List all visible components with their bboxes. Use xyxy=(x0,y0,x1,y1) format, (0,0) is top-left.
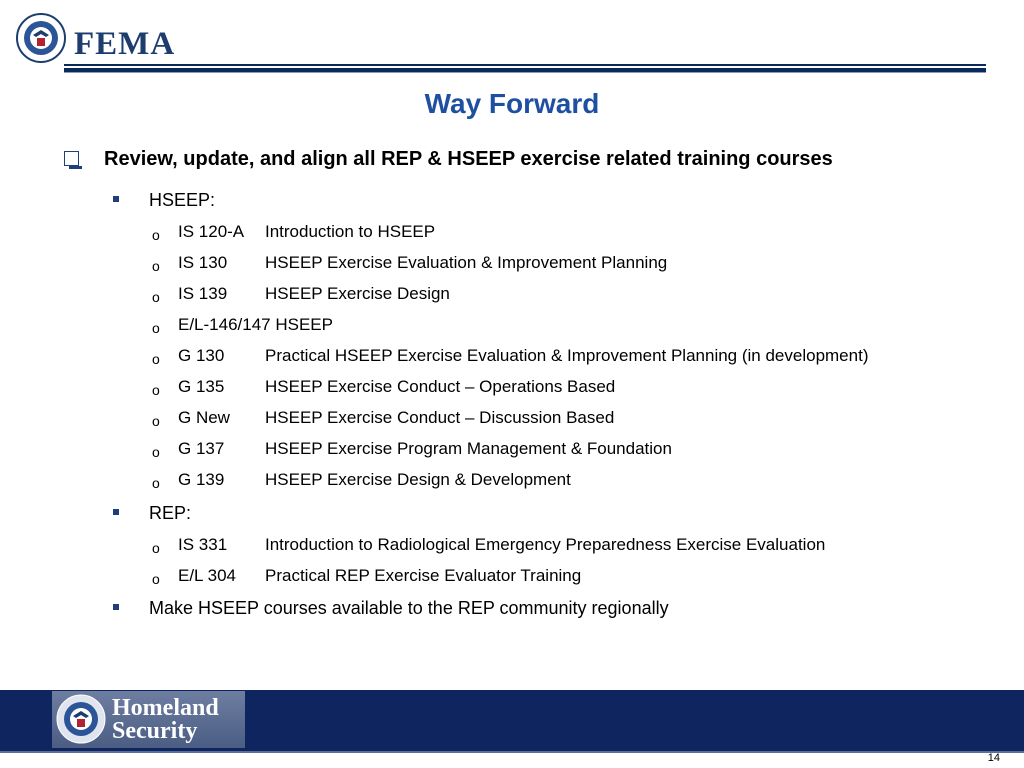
square-bullet-icon xyxy=(113,509,119,515)
logo-line-1: Homeland xyxy=(112,695,219,721)
course-title: Introduction to Radiological Emergency Preparedness Exercise Evaluation xyxy=(265,535,826,554)
circle-bullet-icon: o xyxy=(152,227,160,243)
course-title: HSEEP Exercise Evaluation & Improvement Planning xyxy=(265,253,668,272)
header-rule-thick xyxy=(64,68,986,73)
circle-bullet-icon: o xyxy=(152,475,160,491)
homeland-security-logo-text xyxy=(112,697,219,743)
square-bullet-icon xyxy=(113,604,119,610)
header-rule xyxy=(64,64,986,66)
main-bullet-text: Review, update, and align all REP & HSEEP exercise related training courses xyxy=(104,148,833,170)
circle-bullet-icon: o xyxy=(152,351,160,367)
course-title: Practical REP Exercise Evaluator Training xyxy=(265,566,582,585)
course-code: G 135 xyxy=(178,377,225,396)
circle-bullet-icon: o xyxy=(152,258,160,274)
circle-bullet-icon: o xyxy=(152,571,160,587)
dhs-seal-icon xyxy=(56,694,106,744)
course-title: HSEEP Exercise Conduct – Discussion Based xyxy=(265,408,615,427)
course-title: HSEEP Exercise Conduct – Operations Based xyxy=(265,377,616,396)
course-title: Introduction to HSEEP xyxy=(265,222,436,241)
course-code: IS 331 xyxy=(178,535,228,554)
course-code: G 139 xyxy=(178,470,225,489)
course-code: IS 120-A xyxy=(178,222,245,241)
course-code: IS 130 xyxy=(178,253,228,272)
circle-bullet-icon: o xyxy=(152,382,160,398)
course-code: G 137 xyxy=(178,439,225,458)
circle-bullet-icon: o xyxy=(152,444,160,460)
logo-line-2: Security xyxy=(112,718,198,744)
course-code: G New xyxy=(178,408,230,427)
section-label: HSEEP: xyxy=(149,190,216,210)
course-code: E/L-146/147 HSEEP xyxy=(178,315,333,334)
course-code: IS 139 xyxy=(178,284,228,303)
course-title: HSEEP Exercise Design & Development xyxy=(265,470,571,489)
course-code: G 130 xyxy=(178,346,225,365)
checkbox-bullet-icon xyxy=(64,151,79,166)
fema-logo-text: FEMA xyxy=(74,26,176,62)
course-code: E/L 304 xyxy=(178,566,236,585)
final-bullet-text: Make HSEEP courses available to the REP community regionally xyxy=(149,598,669,618)
circle-bullet-icon: o xyxy=(152,320,160,336)
page-number: 14 xyxy=(987,752,1000,764)
section-label: REP: xyxy=(149,503,192,523)
course-title: HSEEP Exercise Design xyxy=(265,284,450,303)
circle-bullet-icon: o xyxy=(152,413,160,429)
square-bullet-icon xyxy=(113,196,119,202)
circle-bullet-icon: o xyxy=(152,540,160,556)
footer-rule xyxy=(0,751,1024,753)
circle-bullet-icon: o xyxy=(152,289,160,305)
course-title: Practical HSEEP Exercise Evaluation & Improvement Planning (in development) xyxy=(265,346,869,365)
course-title: HSEEP Exercise Program Management & Foundation xyxy=(265,439,672,458)
slide-title: Way Forward xyxy=(424,88,600,119)
dhs-seal-icon xyxy=(16,13,66,63)
